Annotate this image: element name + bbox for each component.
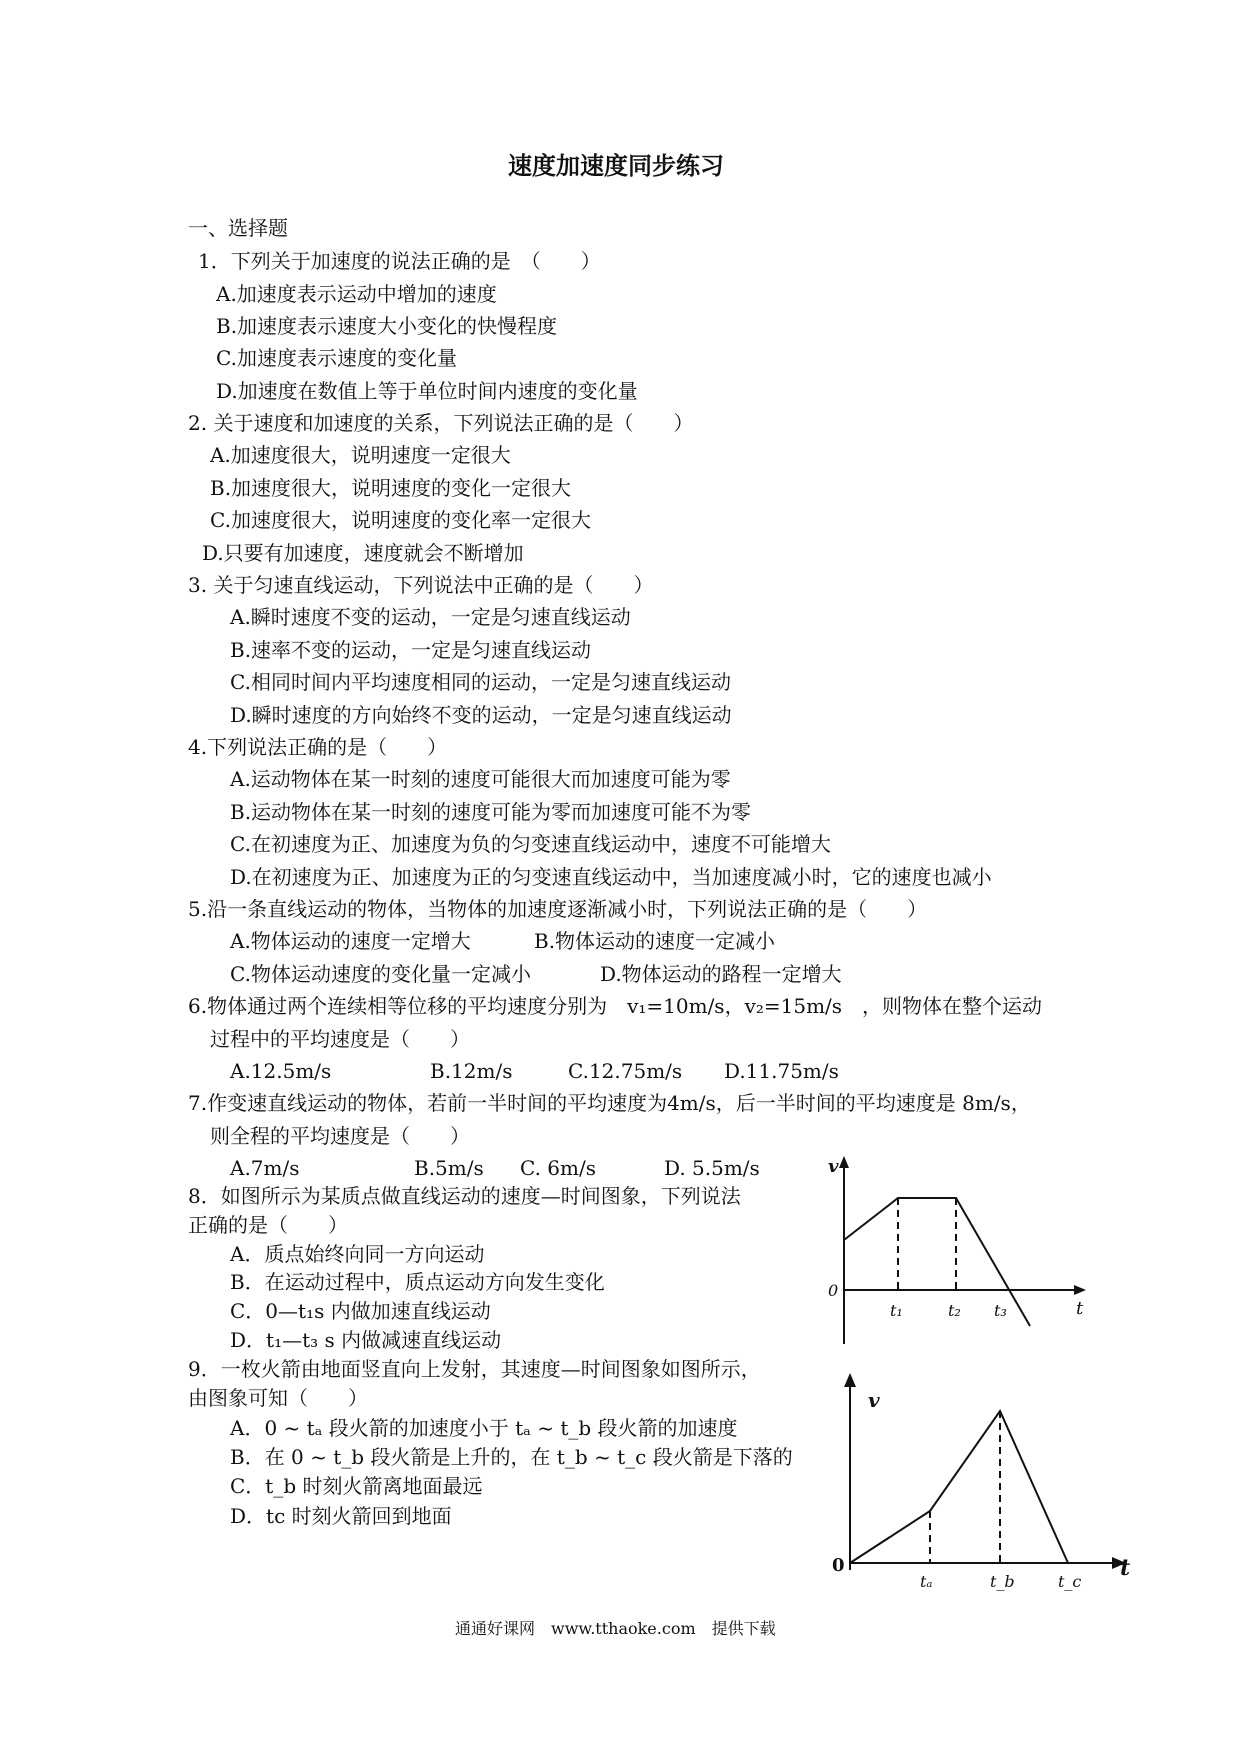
q6-option-d: D.11.75m/s — [724, 1059, 839, 1083]
graph1-x-label: t — [1076, 1298, 1084, 1319]
section-heading: 一、选择题 — [188, 216, 288, 240]
q5-option-a: A.物体运动的速度一定增大 — [230, 929, 471, 953]
q3-option-a: A.瞬时速度不变的运动，一定是匀速直线运动 — [230, 605, 631, 629]
graph2-tick-ta: tₐ — [920, 1572, 933, 1591]
graph1-tick-t3: t₃ — [994, 1301, 1007, 1320]
q1-option-c: C.加速度表示速度的变化量 — [216, 346, 457, 370]
q3-option-c: C.相同时间内平均速度相同的运动，一定是匀速直线运动 — [230, 670, 731, 694]
q2-option-b: B.加速度很大，说明速度的变化一定很大 — [210, 476, 572, 500]
q5-option-d: D.物体运动的路程一定增大 — [600, 962, 842, 986]
q9-option-b: B．在 0 ~ t_b 段火箭是上升的，在 t_b ~ t_c 段火箭是下落的 — [230, 1445, 793, 1469]
q2-option-c: C.加速度很大，说明速度的变化率一定很大 — [210, 508, 591, 532]
q8-option-c: C．0—t₁s 内做加速直线运动 — [230, 1299, 491, 1323]
q8-velocity-time-graph — [820, 1150, 1100, 1350]
q7-option-d: D. 5.5m/s — [664, 1156, 760, 1180]
q9-velocity-time-graph — [820, 1365, 1140, 1595]
q7-option-b: B.5m/s — [414, 1156, 484, 1180]
q3-option-b: B.速率不变的运动，一定是匀速直线运动 — [230, 638, 592, 662]
q1-stem: 1．下列关于加速度的说法正确的是 （ ） — [198, 249, 601, 273]
graph2-velocity-line — [850, 1411, 1068, 1563]
q3-option-d: D.瞬时速度的方向始终不变的运动，一定是匀速直线运动 — [230, 703, 732, 727]
footer-credit: 通通好课网 www.tthaoke.com 提供下载 — [455, 1619, 776, 1638]
q6-stem-line1: 6.物体通过两个连续相等位移的平均速度分别为 v₁=10m/s，v₂=15m/s ，则物体在整个运动 — [188, 994, 1043, 1018]
q4-option-c: C.在初速度为正、加速度为负的匀变速直线运动中，速度不可能增大 — [230, 832, 831, 856]
q1-option-b: B.加速度表示速度大小变化的快慢程度 — [216, 314, 558, 338]
q2-stem: 2. 关于速度和加速度的关系，下列说法正确的是（ ） — [188, 411, 694, 435]
graph1-y-label: v — [828, 1156, 839, 1177]
graph2-origin-label: 0 — [832, 1555, 845, 1576]
q6-option-b: B.12m/s — [430, 1059, 513, 1083]
q7-stem-line2: 则全程的平均速度是（ ） — [210, 1124, 470, 1148]
graph1-y-arrow — [839, 1156, 849, 1168]
graph1-tick-t2: t₂ — [948, 1301, 961, 1320]
q2-option-d: D.只要有加速度，速度就会不断增加 — [202, 541, 524, 565]
q2-option-a: A.加速度很大，说明速度一定很大 — [210, 443, 511, 467]
q8-stem-line1: 8．如图所示为某质点做直线运动的速度—时间图象，下列说法 — [188, 1184, 741, 1208]
q9-option-a: A．0 ~ tₐ 段火箭的加速度小于 tₐ ~ t_b 段火箭的加速度 — [230, 1416, 738, 1440]
graph2-y-label: v — [868, 1388, 880, 1412]
q6-option-a: A.12.5m/s — [230, 1059, 332, 1083]
page-title: 速度加速度同步练习 — [508, 152, 724, 180]
q9-stem-line2: 由图象可知（ ） — [188, 1386, 368, 1410]
graph2-y-arrow — [844, 1373, 856, 1387]
q7-option-a: A.7m/s — [230, 1156, 300, 1180]
q9-stem-line1: 9．一枚火箭由地面竖直向上发射，其速度—时间图象如图所示， — [188, 1357, 761, 1381]
q4-option-b: B.运动物体在某一时刻的速度可能为零而加速度可能不为零 — [230, 800, 752, 824]
q6-stem-line2: 过程中的平均速度是（ ） — [210, 1027, 470, 1051]
q8-option-a: A．质点始终向同一方向运动 — [230, 1242, 485, 1266]
graph1-tick-t1: t₁ — [890, 1301, 903, 1320]
q3-stem: 3. 关于匀速直线运动，下列说法中正确的是（ ） — [188, 573, 654, 597]
graph2-x-label: t — [1120, 1555, 1131, 1581]
q1-option-d: D.加速度在数值上等于单位时间内速度的变化量 — [216, 379, 638, 403]
q9-option-c: C．t_b 时刻火箭离地面最远 — [230, 1474, 483, 1498]
graph2-tick-tc: t_c — [1058, 1572, 1082, 1591]
q5-option-c: C.物体运动速度的变化量一定减小 — [230, 962, 531, 986]
q4-option-a: A.运动物体在某一时刻的速度可能很大而加速度可能为零 — [230, 767, 731, 791]
q7-stem-line1: 7.作变速直线运动的物体，若前一半时间的平均速度为4m/s，后一半时间的平均速度是 8m/s， — [188, 1091, 1031, 1115]
q7-option-c: C. 6m/s — [520, 1156, 596, 1180]
q8-option-d: D．t₁—t₃ s 内做减速直线运动 — [230, 1328, 502, 1352]
q4-option-d: D.在初速度为正、加速度为正的匀变速直线运动中，当加速度减小时，它的速度也减小 — [230, 865, 992, 889]
q4-stem: 4.下列说法正确的是（ ） — [188, 735, 448, 759]
q1-option-a: A.加速度表示运动中增加的速度 — [216, 282, 497, 306]
q5-option-b: B.物体运动的速度一定减小 — [534, 929, 776, 953]
graph2-tick-tb: t_b — [990, 1572, 1015, 1591]
graph1-origin-label: 0 — [828, 1281, 839, 1300]
q5-stem: 5.沿一条直线运动的物体，当物体的加速度逐渐减小时，下列说法正确的是（ ） — [188, 897, 928, 921]
graph1-x-arrow — [1074, 1285, 1086, 1295]
q6-option-c: C.12.75m/s — [568, 1059, 683, 1083]
q9-option-d: D．tc 时刻火箭回到地面 — [230, 1504, 452, 1528]
q8-option-b: B．在运动过程中，质点运动方向发生变化 — [230, 1270, 605, 1294]
q8-stem-line2: 正确的是（ ） — [188, 1213, 348, 1237]
